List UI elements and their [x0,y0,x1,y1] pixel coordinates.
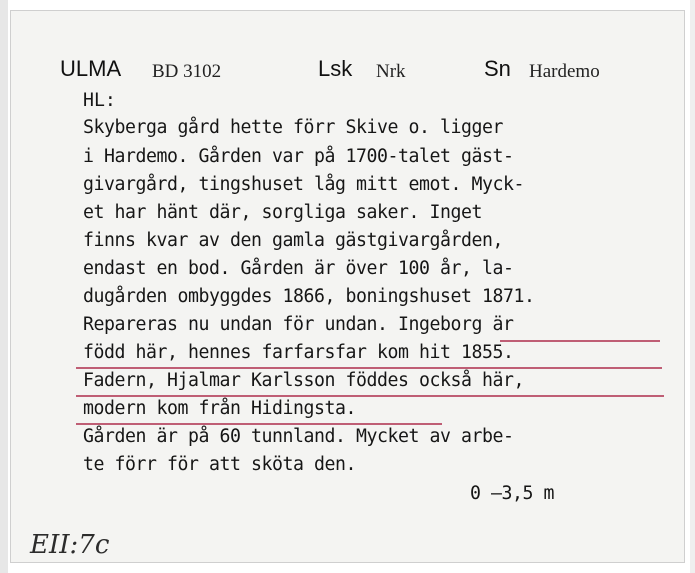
scan-edge-right [690,0,695,573]
body-line: givargård, tingshuset låg mitt emot. Myck- [83,174,524,195]
body-line: finns kvar av den gamla gästgivargården, [83,230,503,251]
highlight-underline [500,340,660,342]
measurement: 0 —3,5 m [470,483,554,504]
catalog-mark: EII:7c [30,530,110,560]
body-line: et har hänt där, sorgliga saker. Inget [83,202,482,223]
highlight-underline [76,423,442,425]
body-line: Repareras nu undan för undan. Ingeborg är [83,314,514,335]
lsk-label: Lsk [318,56,353,81]
body-line: född här, hennes farfarsfar kom hit 1855. [83,342,514,363]
body-line: te förr för att sköta den. [83,454,356,475]
body-line: Gården är på 60 tunnland. Mycket av arbe- [83,426,514,447]
highlight-underline [76,367,662,369]
informant-label: HL: [83,90,116,111]
highlight-underline [76,395,664,397]
body-line: i Hardemo. Gården var på 1700-talet gäst- [83,146,514,167]
body-line: dugården ombyggdes 1866, boningshuset 1871. [83,286,535,307]
sn-label: Sn [484,56,511,81]
body-line: Fadern, Hjalmar Karlsson föddes också här, [83,370,524,391]
ulma-label: ULMA [60,56,122,81]
nrk-value: Nrk [376,61,406,82]
bd-number: BD 3102 [152,61,222,82]
body-line: Skyberga gård hette förr Skive o. ligger [83,117,503,138]
parish-name: Hardemo [529,61,600,82]
body-line: modern kom från Hidingsta. [83,398,356,419]
body-line: endast en bod. Gården är över 100 år, la- [83,258,514,279]
scan-edge-left [0,0,8,573]
